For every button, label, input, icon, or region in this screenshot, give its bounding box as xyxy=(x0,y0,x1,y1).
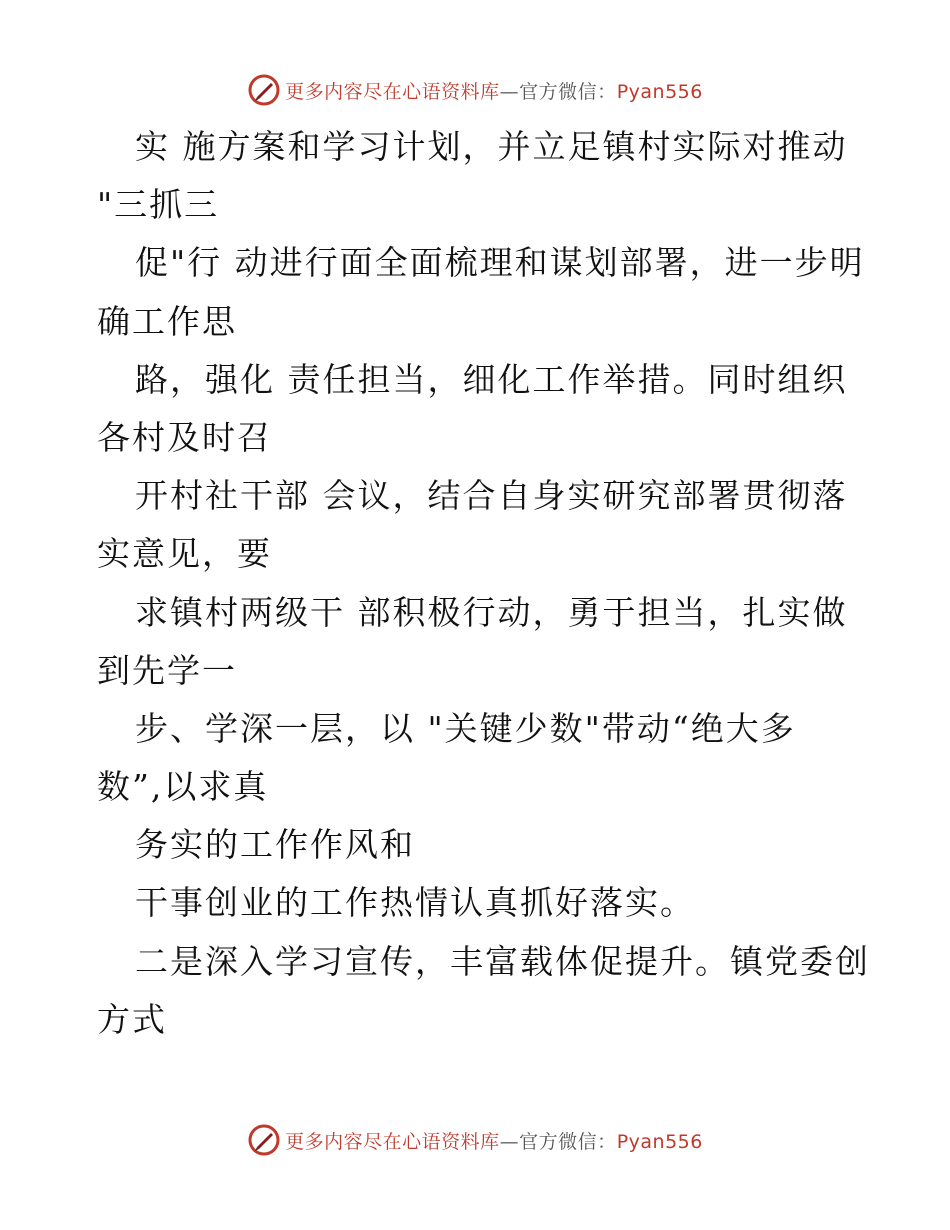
text-line: 确工作思 xyxy=(97,301,237,341)
text-line: 数”,以求真 xyxy=(97,767,269,807)
pen-quill-logo-icon xyxy=(247,1123,281,1157)
banner-wechat-id: Pyan556 xyxy=(616,1130,703,1153)
banner-site-text: 更多内容尽在心语资料库 xyxy=(285,1130,500,1153)
document-body xyxy=(97,118,870,1049)
text-line: 步、学深一层，以 "关键少数"带动“绝大多 xyxy=(135,708,796,748)
text-line: 实意见，要 xyxy=(97,534,272,574)
banner-wechat-label: 官方微信： xyxy=(519,1130,617,1153)
banner-separator: — xyxy=(499,1130,520,1153)
banner-text xyxy=(285,77,703,104)
text-line: "三抓三 xyxy=(97,185,220,225)
text-line: 路，强化 责任担当，细化工作举措。同时组织 xyxy=(135,359,848,399)
text-line: 务实的工作作风和 xyxy=(135,825,415,865)
header-watermark-banner xyxy=(0,70,950,110)
text-line: 实 施方案和学习计划，并立足镇村实际对推动 xyxy=(135,127,848,166)
banner-separator: — xyxy=(499,80,520,103)
text-line: 求镇村两级干 部积极行动，勇于担当，扎实做 xyxy=(135,592,848,632)
text-line: 二是深入学习宣传，丰富载体促提升。镇党委创 xyxy=(135,941,870,981)
banner-wechat-label: 官方微信： xyxy=(519,80,617,103)
text-line: 促"行 动进行面全面梳理和谋划部署，进一步明 xyxy=(135,243,865,283)
pen-quill-logo-icon xyxy=(247,73,281,107)
text-line: 干事创业的工作热情认真抓好落实。 xyxy=(135,883,695,923)
banner-text xyxy=(285,1127,703,1154)
footer-watermark-banner xyxy=(0,1120,950,1160)
text-line: 到先学一 xyxy=(97,650,237,690)
text-line: 各村及时召 xyxy=(97,417,272,457)
banner-site-text: 更多内容尽在心语资料库 xyxy=(285,80,500,103)
text-line: 开村社干部 会议，结合自身实研究部署贯彻落 xyxy=(135,476,848,516)
text-line: 方式 xyxy=(97,999,167,1039)
banner-wechat-id: Pyan556 xyxy=(616,80,703,103)
